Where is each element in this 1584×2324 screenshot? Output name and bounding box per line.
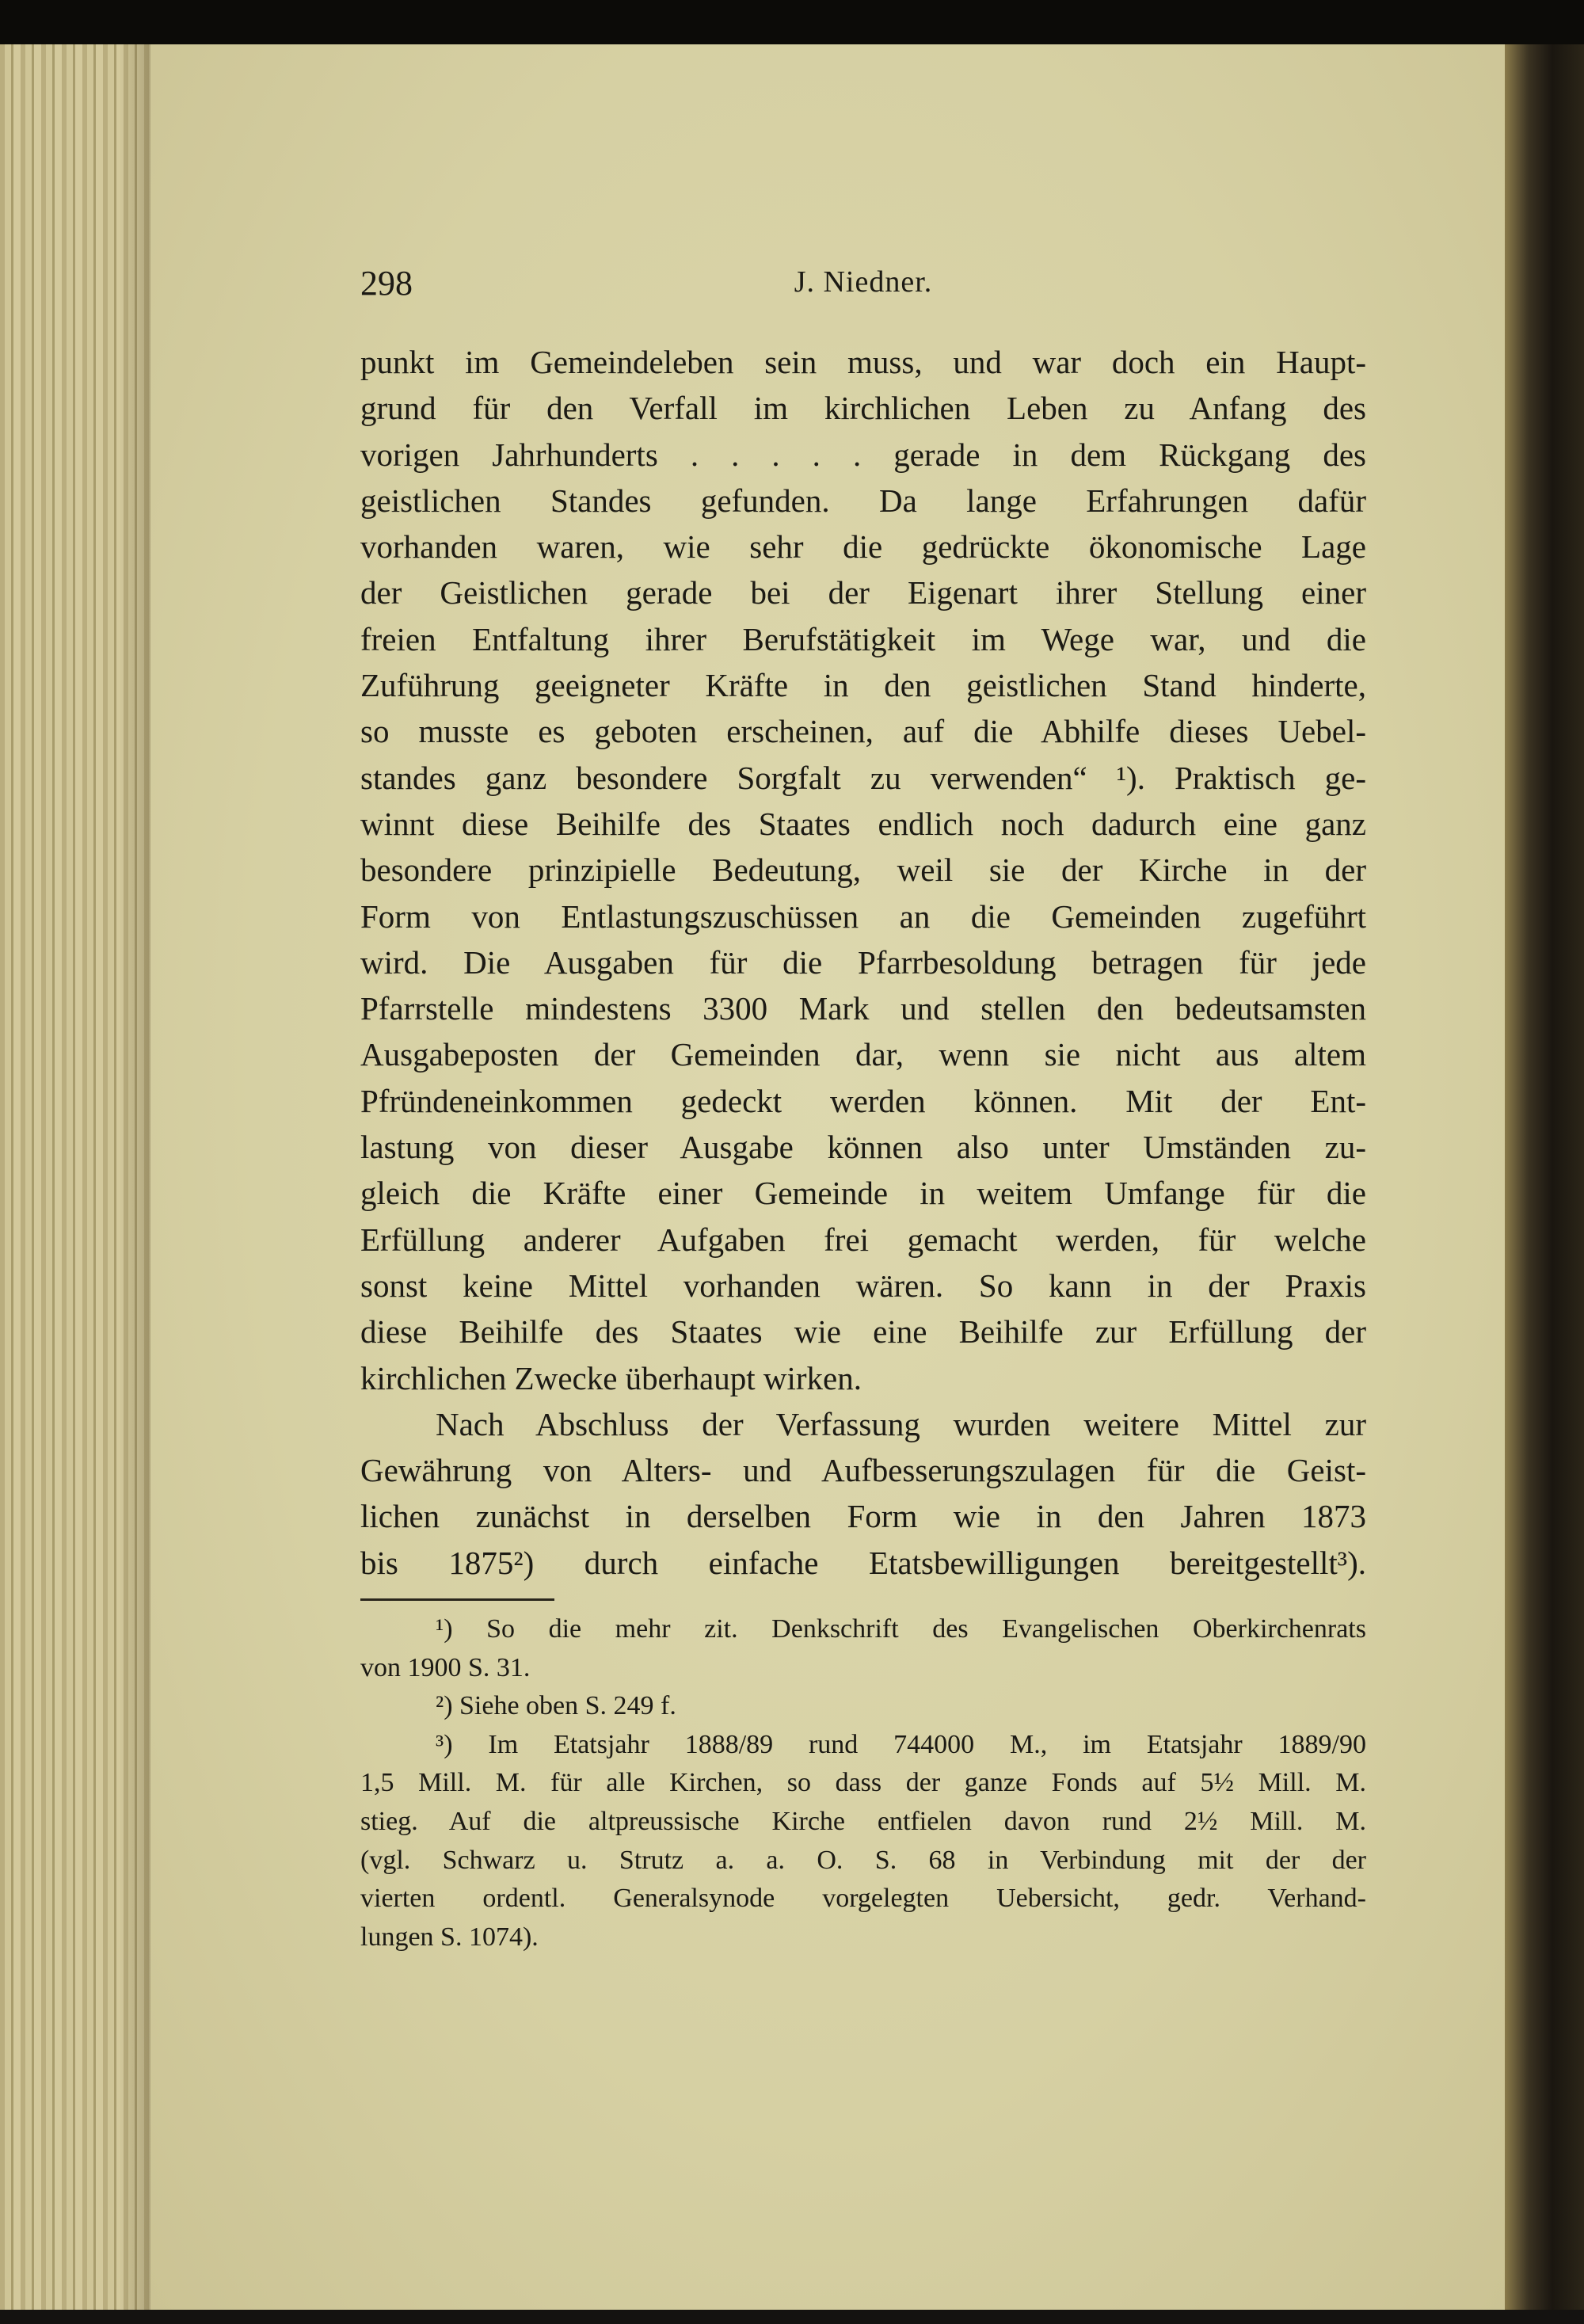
text-line: Erfüllung anderer Aufgaben frei gemacht werden, für welche bbox=[360, 1221, 1366, 1258]
text-line: winnt diese Beihilfe des Staates endlich noch dadurch eine ganz bbox=[360, 805, 1366, 842]
text-line: lichen zunächst in derselben Form wie in den Jahren 1873 bbox=[360, 1498, 1366, 1535]
text-line: standes ganz besondere Sorgfalt zu verwenden“ ¹). Praktisch ge- bbox=[360, 759, 1366, 796]
text-line: grund für den Verfall im kirchlichen Leben zu Anfang des bbox=[360, 390, 1366, 427]
text-line: freien Entfaltung ihrer Berufstätigkeit im Wege war, und die bbox=[360, 620, 1366, 657]
text-line: vorhanden waren, wie sehr die gedrückte ökonomische Lage bbox=[360, 528, 1366, 566]
text-line: kirchlichen Zwecke überhaupt wirken. bbox=[360, 1359, 862, 1396]
footnote-line: ²) Siehe oben S. 249 f. bbox=[436, 1691, 676, 1721]
footnotes bbox=[360, 1610, 1366, 1956]
text-line: lastung von dieser Ausgabe können also unter Umständen zu- bbox=[360, 1129, 1366, 1166]
text-line: gleich die Kräfte einer Gemeinde in weitem Umfange für die bbox=[360, 1175, 1366, 1212]
text-line: punkt im Gemeindeleben sein muss, und war doch ein Haupt- bbox=[360, 344, 1366, 380]
text-line: Nach Abschluss der Verfassung wurden weitere Mittel zur bbox=[436, 1405, 1366, 1442]
footnote-line: (vgl. Schwarz u. Strutz a. a. O. S. 68 in Verbindung mit der der bbox=[360, 1845, 1366, 1875]
footnote-rule bbox=[360, 1598, 554, 1601]
footnote-line: 1,5 Mill. M. für alle Kirchen, so dass der ganze Fonds auf 5½ Mill. M. bbox=[360, 1768, 1366, 1798]
text-line: vorigen Jahrhunderts . . . . . gerade in dem Rückgang des bbox=[360, 436, 1366, 473]
footnote-line: stieg. Auf die altpreussische Kirche entfielen davon rund 2½ Mill. M. bbox=[360, 1806, 1366, 1836]
text-line: geistlichen Standes gefunden. Da lange Erfahrungen dafür bbox=[360, 482, 1366, 519]
text-line: der Geistlichen gerade bei der Eigenart ihrer Stellung einer bbox=[360, 574, 1366, 611]
footnote-line: ¹) So die mehr zit. Denkschrift des Evangelischen Oberkirchenrats bbox=[436, 1614, 1366, 1644]
text-line: Ausgabeposten der Gemeinden dar, wenn sie nicht aus altem bbox=[360, 1036, 1366, 1073]
scan-bottom-border bbox=[0, 2310, 1584, 2324]
text-line: Form von Entlastungszuschüssen an die Gemeinden zugeführt bbox=[360, 897, 1366, 935]
footnote-line: lungen S. 1074). bbox=[360, 1922, 539, 1952]
text-line: diese Beihilfe des Staates wie eine Beihilfe zur Erfüllung der bbox=[360, 1313, 1366, 1351]
text-line: Pfarrstelle mindestens 3300 Mark und stellen den bedeutsamsten bbox=[360, 990, 1366, 1027]
text-line: Pfründeneinkommen gedeckt werden können. Mit der Ent- bbox=[360, 1082, 1366, 1119]
text-line: Zuführung geeigneter Kräfte in den geistlichen Stand hinderte, bbox=[360, 667, 1366, 704]
text-line: Gewährung von Alters- und Aufbesserungszulagen für die Geist- bbox=[360, 1452, 1366, 1489]
text-line: sonst keine Mittel vorhanden wären. So kann in der Praxis bbox=[360, 1267, 1366, 1304]
page-header bbox=[360, 263, 1366, 311]
text-line: besondere prinzipielle Bedeutung, weil sie der Kirche in der bbox=[360, 851, 1366, 889]
page-number: 298 bbox=[360, 264, 413, 303]
body-text bbox=[360, 339, 1366, 1586]
footnote-line: von 1900 S. 31. bbox=[360, 1652, 531, 1682]
text-line: so musste es geboten erscheinen, auf die Abhilfe dieses Uebel- bbox=[360, 713, 1366, 750]
running-title: J. Niedner. bbox=[794, 265, 933, 299]
text-line: wird. Die Ausgaben für die Pfarrbesoldung betragen für jede bbox=[360, 943, 1366, 981]
footnote-line: ³) Im Etatsjahr 1888/89 rund 744000 M., im Etatsjahr 1889/90 bbox=[436, 1729, 1366, 1759]
book-cover-edge bbox=[1505, 44, 1584, 2310]
scan-top-border bbox=[0, 0, 1584, 44]
text-line: bis 1875²) durch einfache Etatsbewilligungen bereitgestellt³). bbox=[360, 1544, 1366, 1581]
footnote-line: vierten ordentl. Generalsynode vorgelegten Uebersicht, gedr. Verhand- bbox=[360, 1884, 1366, 1914]
